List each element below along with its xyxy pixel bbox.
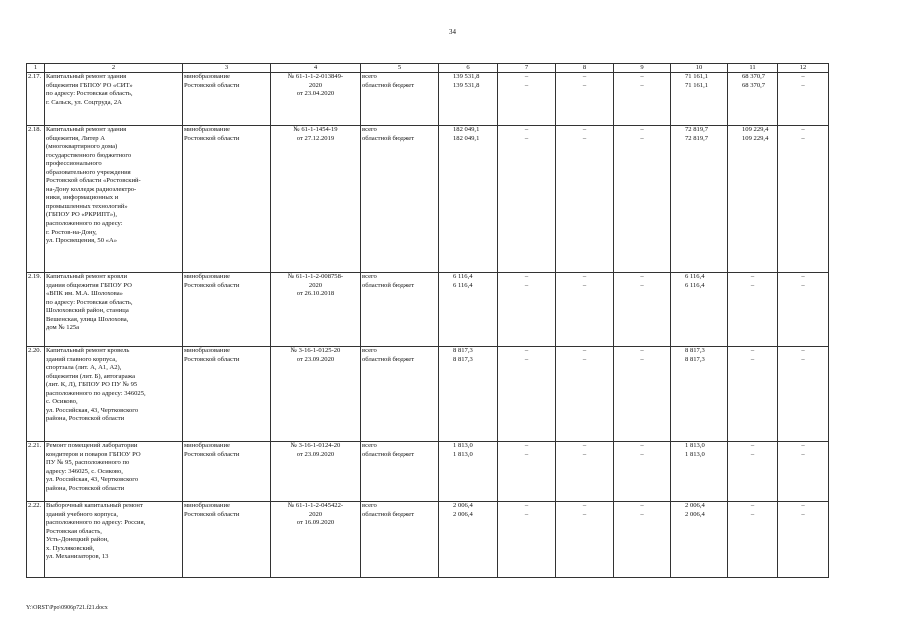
amount-col-9: – – [614, 126, 671, 273]
amount-col-11: – – [728, 442, 778, 502]
column-number: 6 [439, 64, 498, 73]
amount-col-8: – – [556, 273, 614, 347]
agency: минобразование Ростовской области [183, 126, 271, 273]
column-number: 1 [27, 64, 45, 73]
column-number: 8 [556, 64, 614, 73]
object-name: Выборочный капитальный ремонт зданий учебного корпуса, расположенного по адресу: Россия, Ростовская область, Усть-Донецкий район, х. Пухляковский, ул. Механизаторов, 13 [45, 502, 183, 578]
row-number: 2.22. [27, 502, 45, 578]
amount-col-11: – – [728, 347, 778, 442]
amount-col-7: – – [498, 347, 556, 442]
funding-sources: всего областной бюджет [361, 126, 439, 273]
amount-col-7: – – [498, 502, 556, 578]
amount-col-10: 1 813,0 1 813,0 [671, 442, 728, 502]
amount-col-6: 6 116,4 6 116,4 [439, 273, 498, 347]
amount-col-9: – – [614, 442, 671, 502]
column-number: 11 [728, 64, 778, 73]
column-number: 2 [45, 64, 183, 73]
amount-col-7: – – [498, 442, 556, 502]
funding-sources: всего областной бюджет [361, 273, 439, 347]
agency: минобразование Ростовской области [183, 502, 271, 578]
amount-col-10: 6 116,4 6 116,4 [671, 273, 728, 347]
amount-col-11: 109 229,4 109 229,4 [728, 126, 778, 273]
amount-col-7: – – [498, 73, 556, 126]
contract-info: № 61-1-1454-19 от 27.12.2019 [271, 126, 361, 273]
amount-col-7: – – [498, 273, 556, 347]
column-number: 10 [671, 64, 728, 73]
agency: минобразование Ростовской области [183, 347, 271, 442]
amount-col-9: – – [614, 502, 671, 578]
amount-col-9: – – [614, 273, 671, 347]
row-number: 2.21. [27, 442, 45, 502]
amount-col-8: – – [556, 347, 614, 442]
amount-col-11: 68 370,7 68 370,7 [728, 73, 778, 126]
funding-sources: всего областной бюджет [361, 442, 439, 502]
amount-col-6: 1 813,0 1 813,0 [439, 442, 498, 502]
row-number: 2.18. [27, 126, 45, 273]
table-row [27, 73, 829, 126]
amount-col-12: – – [778, 126, 829, 273]
amount-col-6: 2 006,4 2 006,4 [439, 502, 498, 578]
amount-col-10: 71 161,1 71 161,1 [671, 73, 728, 126]
amount-col-8: – – [556, 73, 614, 126]
column-number-row [27, 64, 829, 73]
amount-col-10: 72 819,7 72 819,7 [671, 126, 728, 273]
object-name: Капитальный ремонт кровель зданий главного корпуса, спортзала (лит. А, А1, А2), общежития (лит. Б), автогаража (лит. К, Л), ГБПОУ РО ПУ № 95 расположенного по адресу: 346025, с. Осиково, ул. Российская, 43, Чертковского района, Ростовской области [45, 347, 183, 442]
funding-sources: всего областной бюджет [361, 347, 439, 442]
column-number: 3 [183, 64, 271, 73]
amount-col-9: – – [614, 347, 671, 442]
table-row [27, 126, 829, 273]
amount-col-12: – – [778, 273, 829, 347]
object-name: Капитальный ремонт здания общежития ГБПОУ РО «СИТ» по адресу: Ростовская область, г. Сальск, ул. Соцтруда, 2А [45, 73, 183, 126]
object-name: Капитальный ремонт кровли здания общежития ГБПОУ РО «ВПК им. М.А. Шолохова» по адресу: Ростовская область, Шолоховский район, станица Вешенская, улица Шолохова, дом № 125а [45, 273, 183, 347]
row-number: 2.17. [27, 73, 45, 126]
table-row [27, 502, 829, 578]
row-number: 2.20. [27, 347, 45, 442]
amount-col-12: – – [778, 502, 829, 578]
amount-col-12: – – [778, 442, 829, 502]
column-number: 4 [271, 64, 361, 73]
amount-col-8: – – [556, 442, 614, 502]
table-row [27, 347, 829, 442]
amount-col-9: – – [614, 73, 671, 126]
contract-info: № 61-1-1-2-013849- 2020 от 23.04.2020 [271, 73, 361, 126]
agency: минобразование Ростовской области [183, 73, 271, 126]
amount-col-10: 2 006,4 2 006,4 [671, 502, 728, 578]
agency: минобразование Ростовской области [183, 442, 271, 502]
amount-col-11: – – [728, 273, 778, 347]
amount-col-7: – – [498, 126, 556, 273]
contract-info: № 61-1-1-2-045422- 2020 от 16.09.2020 [271, 502, 361, 578]
funding-sources: всего областной бюджет [361, 73, 439, 126]
amount-col-12: – – [778, 347, 829, 442]
amount-col-6: 139 531,8 139 531,8 [439, 73, 498, 126]
footer-file-path: Y:\ORST\Ppo\0906p721.f21.docx [26, 605, 108, 611]
amount-col-8: – – [556, 502, 614, 578]
object-name: Капитальный ремонт здания общежития, Литер А (многоквартирного дома) государственного бюджетного профессионального образовательного учреждения Ростовской области «Ростовский- на-Дону колледж радиоэлектро- ники, информационных и промышленных технологий» (ГБПОУ РО «РКРИПТ»), расположенного по адресу: г. Ростов-на-Дону, ул. Просвещения, 50 «А» [45, 126, 183, 273]
amount-col-8: – – [556, 126, 614, 273]
column-number: 9 [614, 64, 671, 73]
investment-table [26, 63, 829, 578]
column-number: 12 [778, 64, 829, 73]
amount-col-10: 8 817,3 8 817,3 [671, 347, 728, 442]
object-name: Ремонт помещений лаборатории кондитеров и поваров ГБПОУ РО ПУ № 95, расположенного по адресу: 346025, с. Осиково, ул. Российская, 43, Чертковского района, Ростовской области [45, 442, 183, 502]
contract-info: № 61-1-1-2-008758- 2020 от 26.10.2018 [271, 273, 361, 347]
column-number: 5 [361, 64, 439, 73]
contract-info: № 3-16-1-0124-20 от 23.09.2020 [271, 442, 361, 502]
amount-col-6: 182 049,1 182 049,1 [439, 126, 498, 273]
column-number: 7 [498, 64, 556, 73]
amount-col-11: – – [728, 502, 778, 578]
table-row [27, 442, 829, 502]
page-number: 34 [449, 28, 456, 36]
amount-col-12: – – [778, 73, 829, 126]
funding-sources: всего областной бюджет [361, 502, 439, 578]
contract-info: № 3-16-1-0125-20 от 23.09.2020 [271, 347, 361, 442]
row-number: 2.19. [27, 273, 45, 347]
amount-col-6: 8 817,3 8 817,3 [439, 347, 498, 442]
table-row [27, 273, 829, 347]
agency: минобразование Ростовской области [183, 273, 271, 347]
